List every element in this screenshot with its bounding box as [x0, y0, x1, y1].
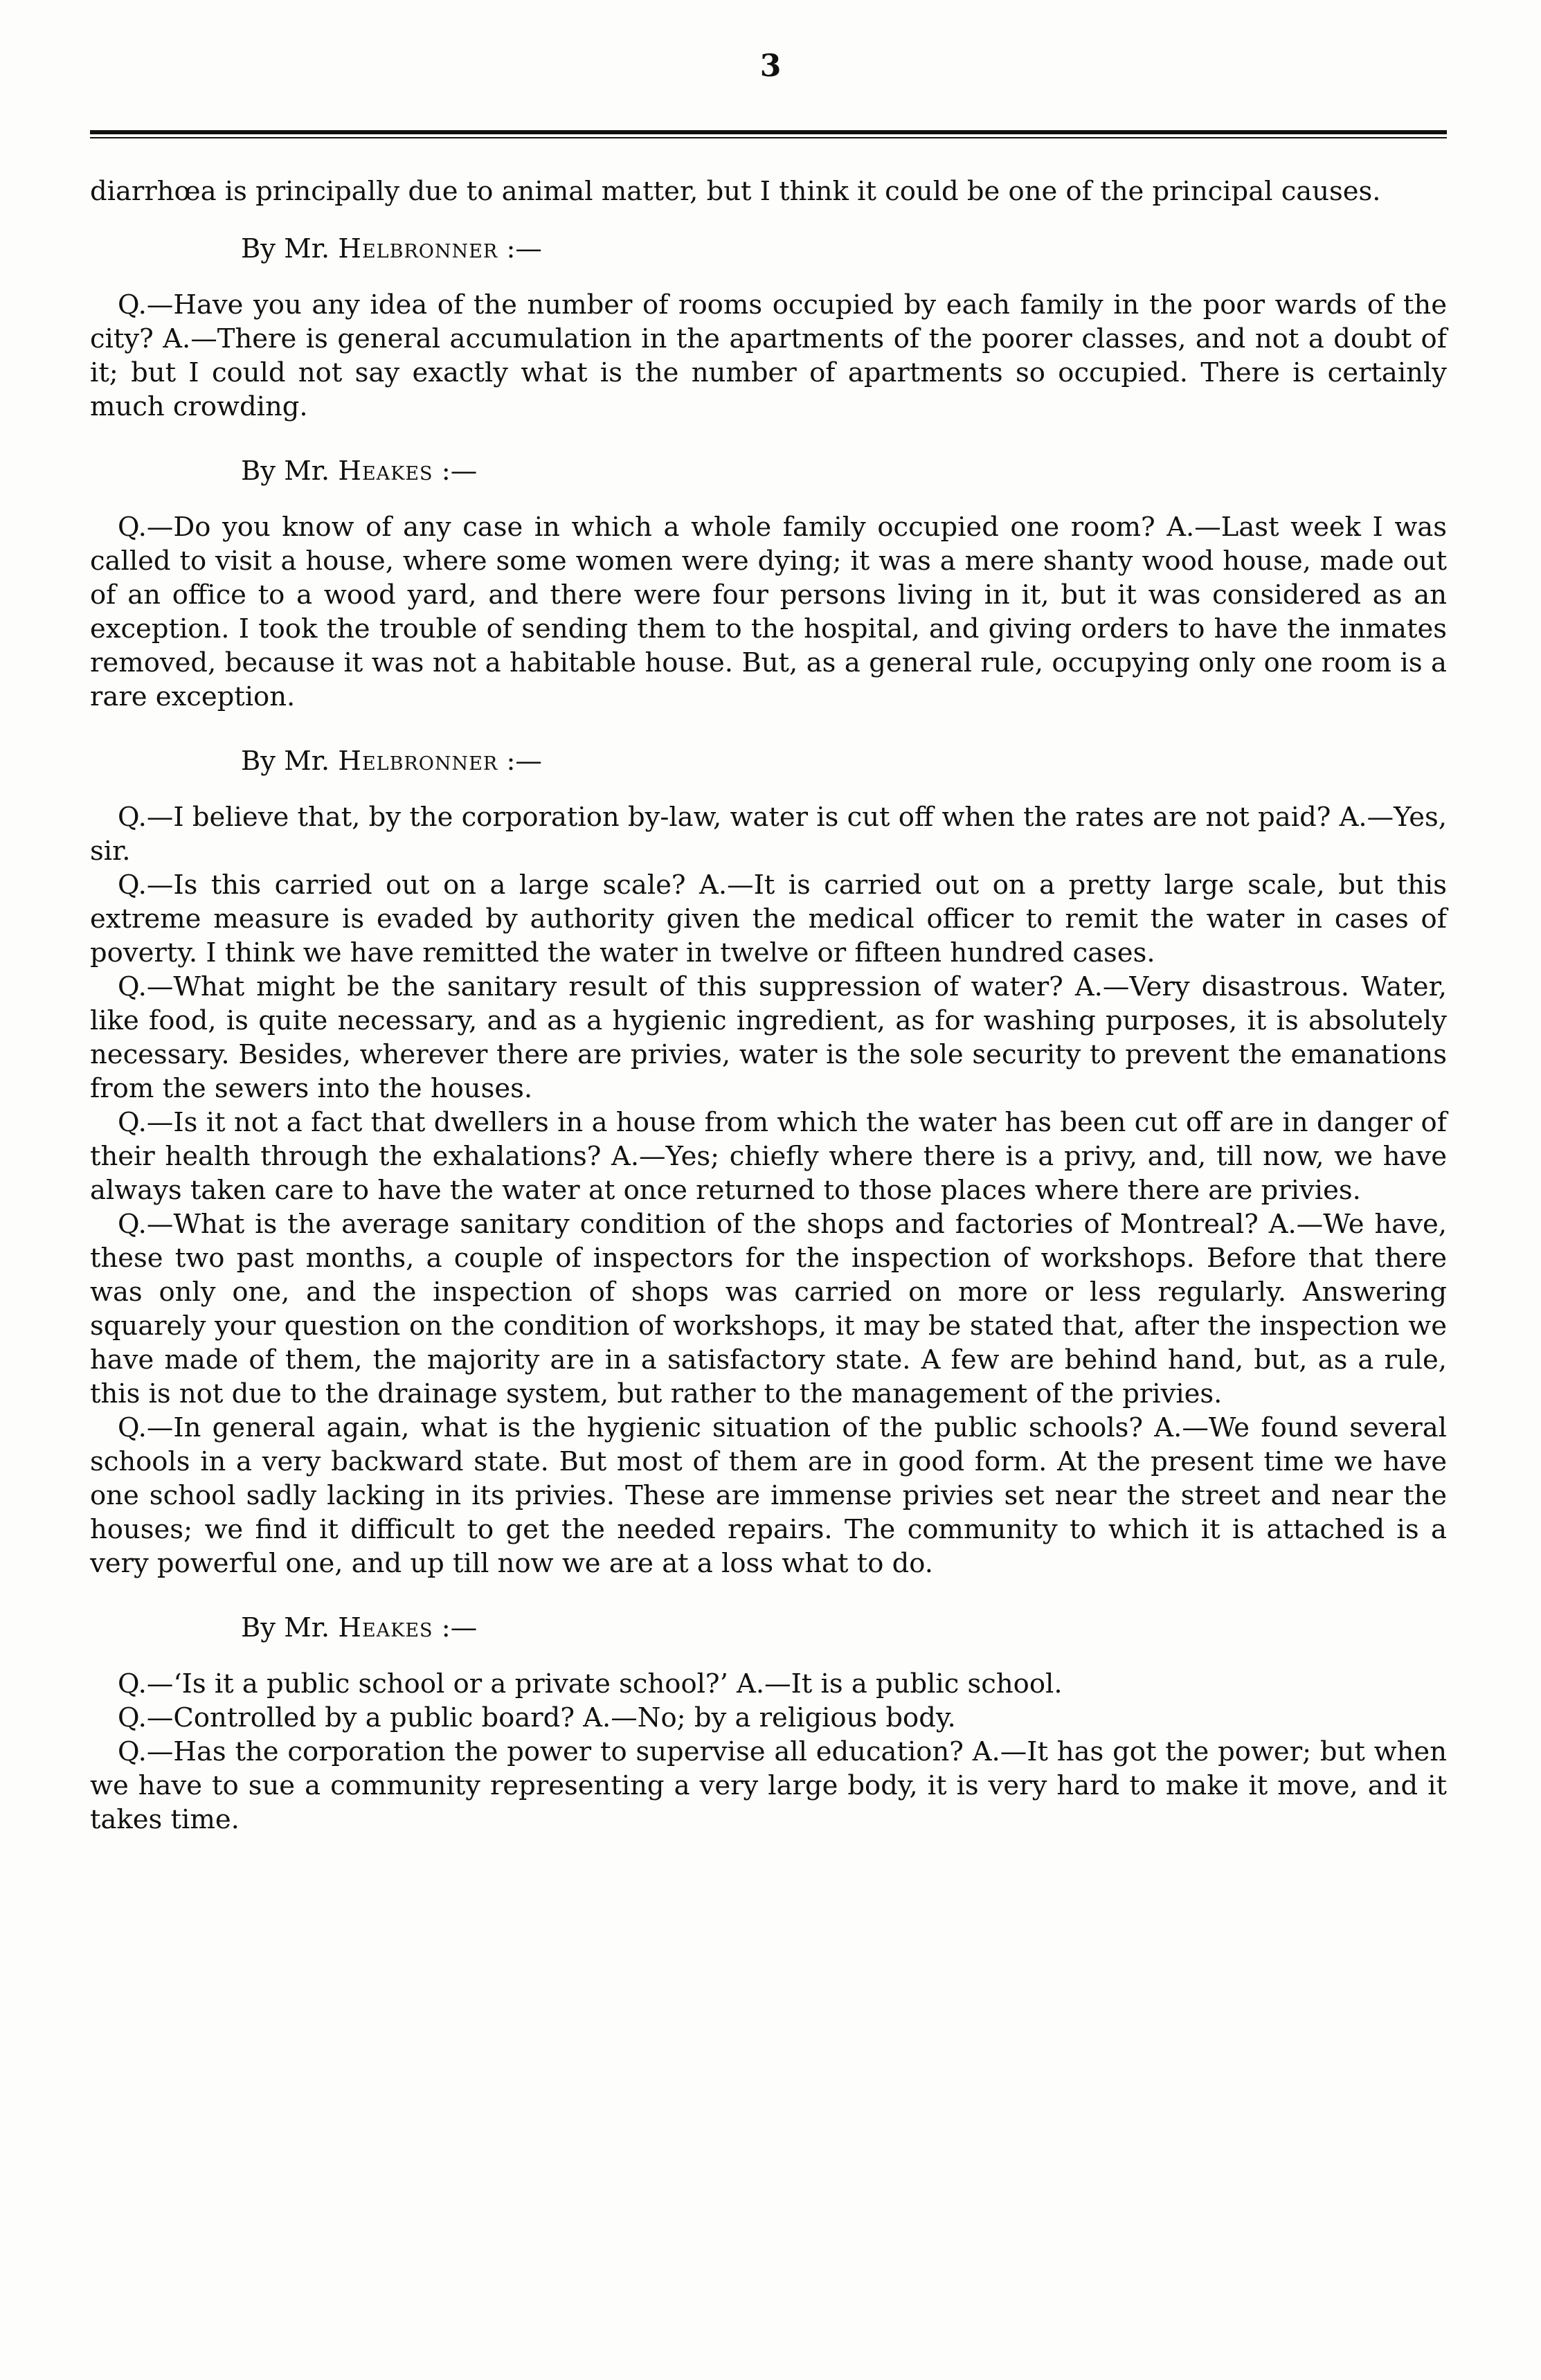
- speaker-heading: [241, 232, 1447, 266]
- paragraph: Q.—Have you any idea of the number of rooms occupied by each family in the poor wards of the city? A.—There is general accumulation in the apartments of the poorer classes, and not a doubt of it; but I could not say exactly what is the number of apartments so occupied. There is certainly much crowding.: [90, 289, 1447, 422]
- paragraph: Q.—Controlled by a public board? A.—No; by a religious body.: [118, 1702, 956, 1733]
- speaker-heading: [241, 744, 1447, 778]
- speaker-name: Helbronner: [338, 746, 498, 777]
- speaker-name: Heakes: [338, 1612, 433, 1643]
- speaker-suffix: :—: [506, 233, 542, 264]
- speaker-suffix: :—: [506, 746, 542, 777]
- speaker-heading: [241, 454, 1447, 488]
- paragraph: Q.—What might be the sanitary result of this suppression of water? A.—Very disastrous. Water, like food, is quite necessary, and as a hygienic ingredient, as for washing purposes, it is absolutely necessary. Besides, wherever there are privies, water is the sole security to prevent the emanations from the sewers into the houses.: [90, 971, 1447, 1104]
- body-text: [90, 174, 1447, 1837]
- header-rule-thick: [90, 130, 1447, 134]
- speaker-name: Helbronner: [338, 233, 498, 264]
- paragraph: Q.—I believe that, by the corporation by-law, water is cut off when the rates are not paid? A.—Yes, sir.: [90, 802, 1447, 867]
- speaker-prefix: By Mr.: [241, 1612, 330, 1643]
- speaker-name: Heakes: [338, 456, 433, 487]
- paragraph: Q.—In general again, what is the hygienic situation of the public schools? A.—We found several schools in a very backward state. But most of them are in good form. At the present time we have one school sadly lacking in its privies. These are immense privies set near the street and near the houses; we find it difficult to get the needed repairs. The community to which it is attached is a very powerful one, and up till now we are at a loss what to do.: [90, 1412, 1447, 1579]
- paragraph: Q.—What is the average sanitary condition of the shops and factories of Montreal? A.—We have, these two past months, a couple of inspectors for the inspection of workshops. Before that there was only one, and the inspection of shops was carried on more or less regularly. Answering squarely your question on the condition of workshops, it may be stated that, after the inspection we have made of them, the majority are in a satisfactory state. A few are behind hand, but, as a rule, this is not due to the drainage system, but rather to the management of the privies.: [90, 1209, 1447, 1409]
- paragraph: Q.—Has the corporation the power to supervise all education? A.—It has got the power; but when we have to sue a community representing a very large body, it is very hard to make it move, and it takes time.: [90, 1736, 1447, 1835]
- paragraph: diarrhœa is principally due to animal matter, but I think it could be one of the principal causes.: [90, 176, 1381, 207]
- speaker-prefix: By Mr.: [241, 233, 330, 264]
- speaker-suffix: :—: [441, 456, 478, 487]
- paragraph: Q.—Do you know of any case in which a whole family occupied one room? A.—Last week I was called to visit a house, where some women were dying; it was a mere shanty wood house, made out of an office to a wood yard, and there were four persons living in it, but it was considered as an exception. I took the trouble of sending them to the hospital, and giving orders to have the inmates removed, because it was not a habitable house. But, as a general rule, occupying only one room is a rare exception.: [90, 512, 1447, 712]
- paragraph: Q.—Is this carried out on a large scale? A.—It is carried out on a pretty large scale, but this extreme measure is evaded by authority given the medical officer to remit the water in cases of poverty. I think we have remitted the water in twelve or fifteen hundred cases.: [90, 869, 1447, 968]
- speaker-prefix: By Mr.: [241, 746, 330, 777]
- speaker-prefix: By Mr.: [241, 456, 330, 487]
- header-rule-thin: [90, 137, 1447, 138]
- speaker-heading: [241, 1611, 1447, 1645]
- speaker-suffix: :—: [441, 1612, 478, 1643]
- paragraph: Q.—Is it not a fact that dwellers in a house from which the water has been cut off are in danger of their health through the exhalations? A.—Yes; chiefly where there is a privy, and, till now, we have always taken care to have the water at once returned to those places where there are privies.: [90, 1107, 1447, 1206]
- paragraph: Q.—‘Is it a public school or a private school?’ A.—It is a public school.: [118, 1668, 1063, 1700]
- page-number: 3: [759, 48, 782, 84]
